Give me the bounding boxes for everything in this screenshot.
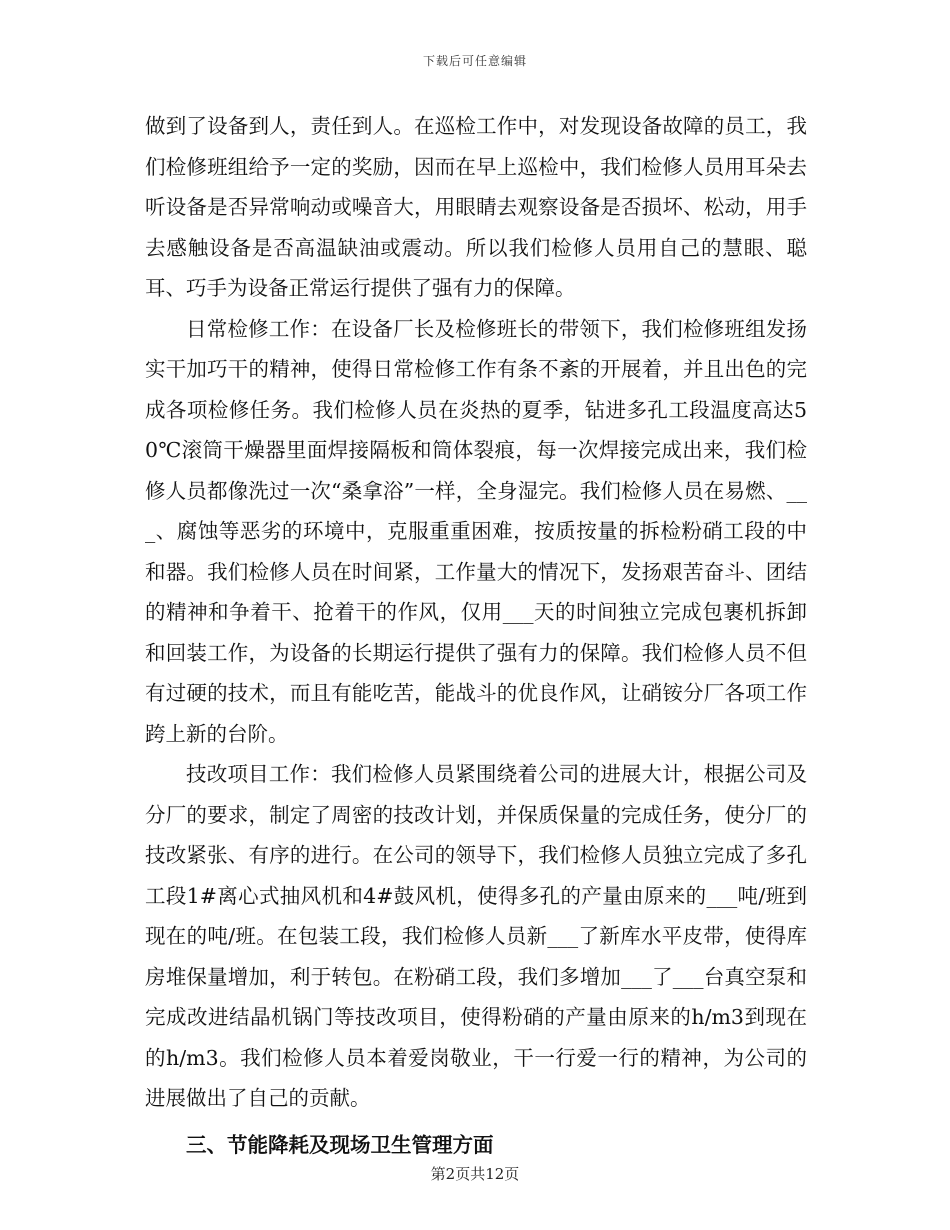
page-footer: 第2页共12页 <box>430 1165 520 1183</box>
paragraph-inspection-continued: 做到了设备到人，责任到人。在巡检工作中，对发现设备故障的员工，我们检修班组给予一定的奖励，因而在早上巡检中，我们检修人员用耳朵去听设备是否异常响动或噪音大，用眼睛去观察设备是否损坏、松动，用手去感触设备是否高温缺油或震动。所以我们检修人员用自己的慧眼、聪耳、巧手为设备正常运行提供了强有力的保障。 <box>145 114 807 300</box>
page-header: 下载后可任意编辑 <box>422 54 527 68</box>
paragraph-technical-improvement: 技改项目工作：我们检修人员紧围绕着公司的进展大计，根据公司及分厂的要求，制定了周密的技改计划，并保质保量的完成任务，使分厂的技改紧张、有序的进行。在公司的领导下，我们检修人员独立完成了多孔工段1#离心式抽风机和4#鼓风机，使得多孔的产量由原来的___吨/班到现在的吨/班。在包装工段，我们检修人员新___了新库水平皮带，使得库房堆保量增加，利于转包。在粉硝工段，我们多增加___了___台真空泵和完成改进结晶机锅门等技改项目，使得粉硝的产量由原来的h/m3到现在的h/m3。我们检修人员本着爱岗敬业，干一行爱一行的精神，为公司的进展做出了自己的贡献。 <box>145 762 807 1110</box>
paragraph-daily-maintenance: 日常检修工作：在设备厂长及检修班长的带领下，我们检修班组发扬实干加巧干的精神，使得日常检修工作有条不紊的开展着，并且出色的完成各项检修任务。我们检修人员在炎热的夏季，钻进多孔工段温度高达50℃滚筒干燥器里面焊接隔板和筒体裂痕，每一次焊接完成出来，我们检修人员都像洗过一次“桑拿浴”一样，全身湿完。我们检修人员在易燃、___、腐蚀等恶劣的环境中，克服重重困难，按质按量的拆检粉硝工段的中和器。我们检修人员在时间紧，工作量大的情况下，发扬艰苦奋斗、团结的精神和争着干、抢着干的作风，仅用___天的时间独立完成包裹机拆卸和回装工作，为设备的长期运行提供了强有力的保障。我们检修人员不但有过硬的技术，而且有能吃苦，能战斗的优良作风，让硝铵分厂各项工作跨上新的台阶。 <box>145 316 807 746</box>
document-body <box>145 106 807 1165</box>
section-heading-energy-saving: 三、节能降耗及现场卫生管理方面 <box>186 1132 494 1157</box>
